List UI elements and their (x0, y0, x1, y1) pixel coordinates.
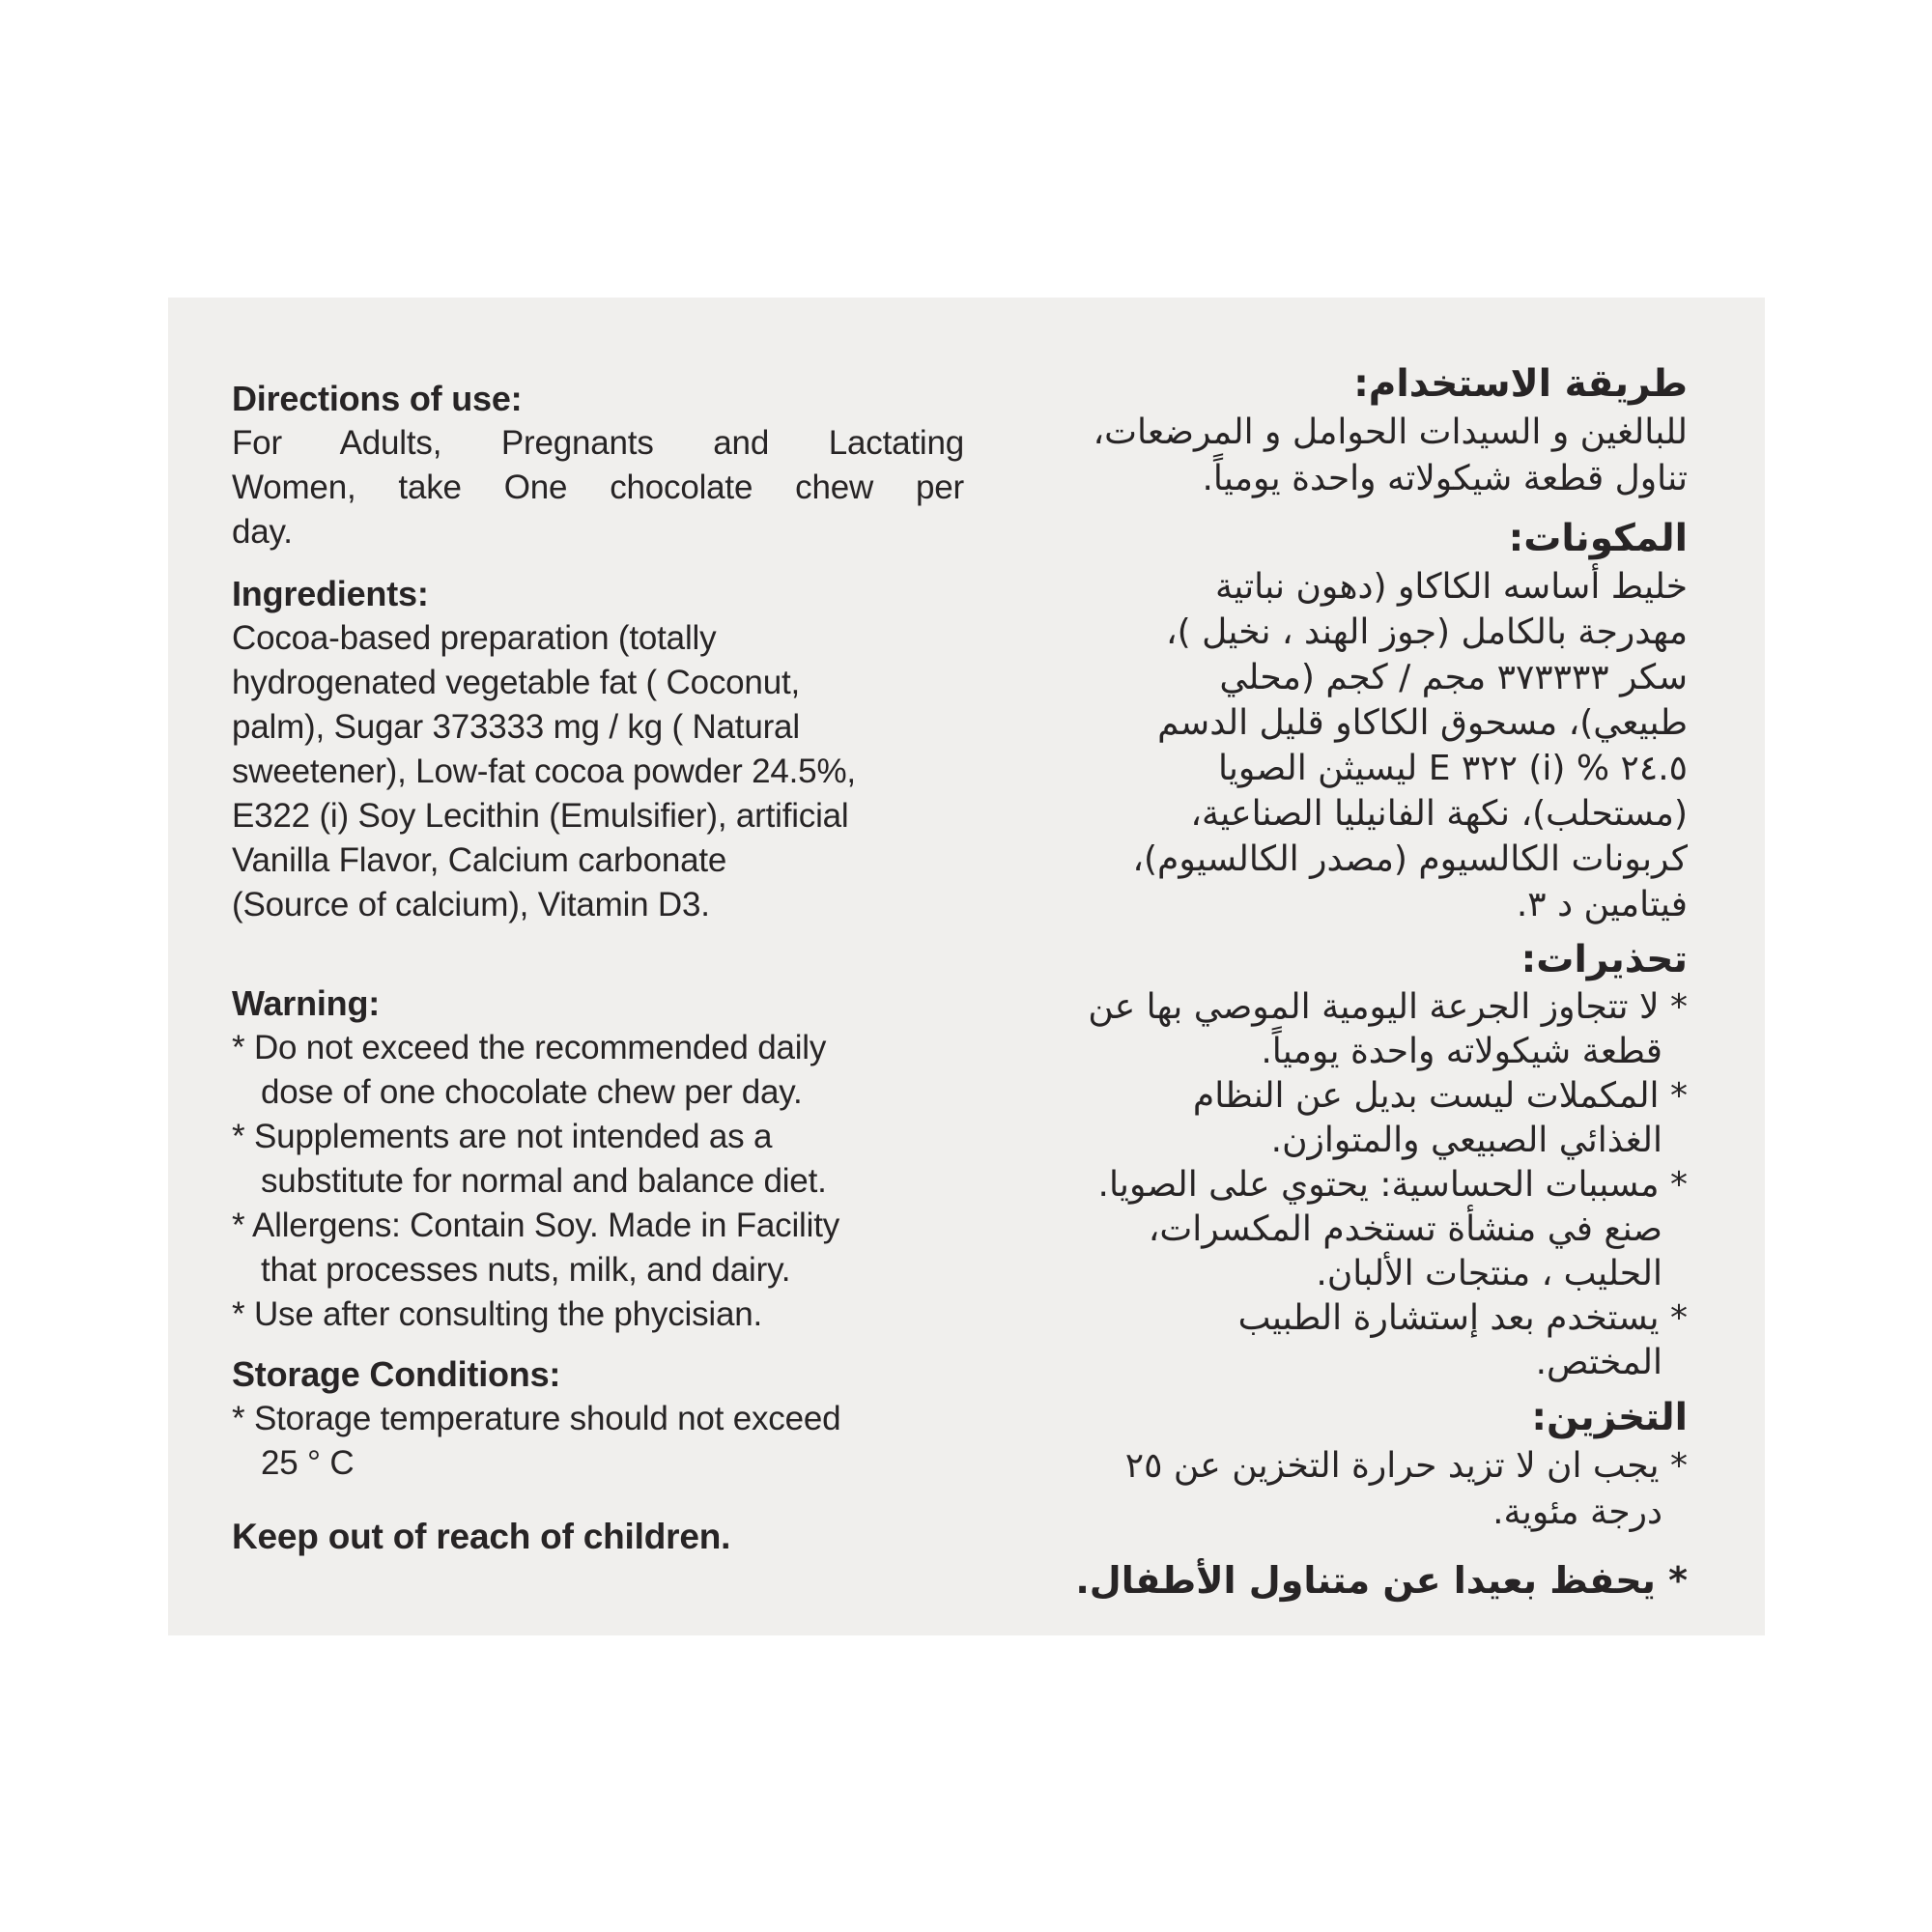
ingredients-section-ar (1000, 514, 1688, 927)
storage-section (232, 1352, 964, 1486)
text-line: sweetener), Low-fat cocoa powder 24.5%, (232, 753, 856, 790)
text-line: طبيعي)، مسحوق الكاكاو قليل الدسم (1157, 703, 1688, 743)
text-line: Women, take One chocolate chew per (232, 469, 964, 506)
keep-away-line-ar: * يحفظ بعيدا عن متناول الأطفال. (1075, 1559, 1688, 1602)
warning-bullet-ar: * مسببات الحساسية: يحتوي على الصويا. (1097, 1165, 1688, 1205)
text-line: للبالغين و السيدات الحوامل و المرضعات، (1093, 412, 1688, 452)
text-line: كربونات الكالسيوم (مصدر الكالسيوم)، (1132, 839, 1688, 879)
text-line: palm), Sugar 373333 mg / kg ( Natural (232, 708, 800, 746)
text-line: day. (232, 513, 293, 551)
directions-section (232, 377, 964, 554)
text-line: سكر ٣٧٣٣٣٣ مجم / كجم (محلي (1219, 658, 1688, 697)
ingredients-heading-ar: المكونات: (1508, 517, 1688, 560)
text-line: (مستحلب)، نكهة الفانيليا الصناعية، (1190, 794, 1688, 834)
warning-bullet-ar: * لا تتجاوز الجرعة اليومية الموصي بها عن (1088, 987, 1688, 1027)
text-line: hydrogenated vegetable fat ( Coconut, (232, 664, 801, 701)
warning-bullet-ar: * المكملات ليست بديل عن النظام (1192, 1076, 1688, 1116)
text-line: صنع في منشأة تستخدم المكسرات، (1148, 1209, 1662, 1249)
text-line: تناول قطعة شيكولاته واحدة يومياً. (1202, 459, 1688, 498)
text-line: For Adults, Pregnants and Lactating (232, 424, 964, 462)
ingredients-section (232, 572, 964, 927)
directions-section-ar (1000, 359, 1688, 502)
storage-section-ar (1000, 1393, 1688, 1536)
text-line: مهدرجة بالكامل (جوز الهند ، نخيل )، (1166, 612, 1688, 652)
warning-heading: Warning: (232, 983, 381, 1023)
keep-away-line: Keep out of reach of children. (232, 1517, 731, 1556)
text-line: قطعة شيكولاته واحدة يومياً. (1261, 1032, 1662, 1071)
text-line: E322 (i) Soy Lecithin (Emulsifier), artificial (232, 797, 849, 835)
text-line: that processes nuts, milk, and dairy. (261, 1251, 791, 1289)
text-line: الحليب ، منتجات الألبان. (1316, 1254, 1662, 1293)
arabic-column (1000, 359, 1688, 1604)
storage-heading-ar: التخزين: (1531, 1396, 1688, 1439)
warning-bullet: * Supplements are not intended as a (232, 1118, 773, 1155)
warning-bullet: * Allergens: Contain Soy. Made in Facility (232, 1207, 840, 1244)
english-column (232, 377, 964, 1559)
text-line: فيتامين د ٣. (1516, 885, 1688, 924)
directions-heading-ar: طريقة الاستخدام: (1353, 362, 1688, 406)
text-line: المختص. (1535, 1343, 1662, 1382)
warning-bullet-ar: * يستخدم بعد إستشارة الطبيب (1237, 1298, 1688, 1338)
text-line: ‪E ٣٢٢ (i) % ٢٤.٥‬ ليسيثن الصويا (1217, 749, 1688, 788)
text-line: 25 ° C (261, 1444, 355, 1482)
text-line: (Source of calcium), Vitamin D3. (232, 886, 710, 923)
text-line: dose of one chocolate chew per day. (261, 1073, 803, 1111)
warnings-section-ar (1000, 935, 1688, 1385)
warning-bullet: * Do not exceed the recommended daily (232, 1029, 827, 1066)
storage-bullet: * Storage temperature should not exceed (232, 1400, 841, 1437)
storage-bullet-ar: * يجب ان لا تزيد حرارة التخزين عن ٢٥ (1124, 1446, 1688, 1486)
warnings-heading-ar: تحذيرات: (1520, 938, 1688, 981)
text-line: Cocoa-based preparation (totally (232, 619, 717, 657)
text-line: درجة مئوية. (1492, 1492, 1662, 1532)
warning-section (232, 981, 964, 1337)
text-line: الغذائي الصبيعي والمتوازن. (1270, 1121, 1662, 1160)
ingredients-heading: Ingredients: (232, 574, 429, 613)
storage-heading: Storage Conditions: (232, 1354, 561, 1394)
text-line: substitute for normal and balance diet. (261, 1162, 827, 1200)
warning-bullet: * Use after consulting the phycisian. (232, 1295, 763, 1333)
directions-heading: Directions of use: (232, 379, 523, 418)
text-line: Vanilla Flavor, Calcium carbonate (232, 841, 727, 879)
text-line: خليط أساسه الكاكاو (دهون نباتية (1214, 567, 1688, 607)
